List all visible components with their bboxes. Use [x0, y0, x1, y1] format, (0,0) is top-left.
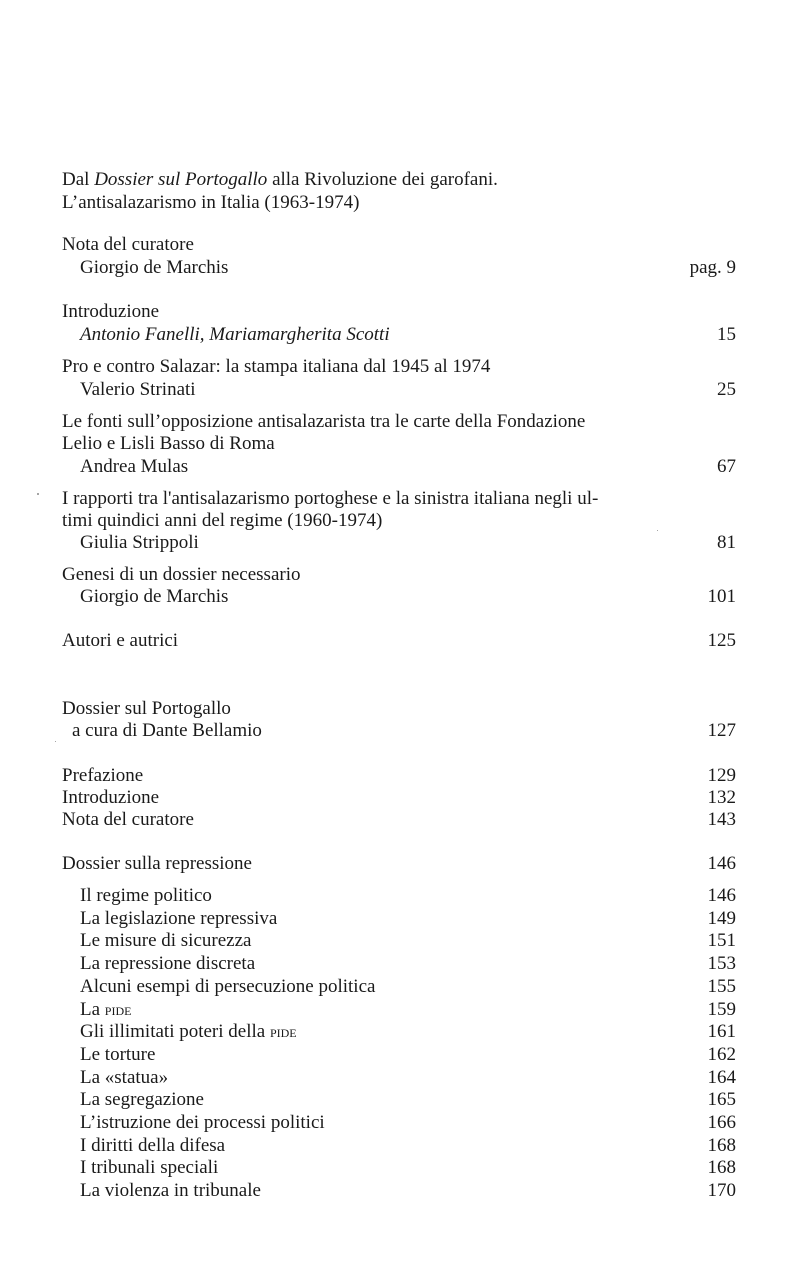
- entry-title-text: Dossier sulla repressione: [62, 853, 252, 874]
- entry-title-text: I rapporti tra l'antisalazarismo portoghese e la sinistra italiana negli ul-: [62, 488, 599, 509]
- entry-title-text: [80, 998, 131, 1021]
- toc-entry-author[interactable]: [80, 256, 736, 279]
- entry-label: La repressione discreta: [80, 953, 256, 975]
- entry-page-number: 101: [707, 586, 736, 607]
- book-subtitle: [62, 191, 736, 214]
- entry-title-text: Nota del curatore: [62, 809, 194, 830]
- entry-title-text: Autori e autrici: [62, 630, 179, 651]
- entry-title-text: [80, 1066, 168, 1089]
- toc-entry-author[interactable]: [80, 455, 736, 478]
- entry-title-text: [80, 1179, 261, 1202]
- toc-entry-title-cont[interactable]: [62, 509, 736, 532]
- toc-subentry[interactable]: [80, 998, 736, 1021]
- entry-title-text: Pro e contro Salazar: la stampa italiana dal 1945 al 1974: [62, 356, 491, 377]
- toc-entry-title[interactable]: [62, 563, 736, 586]
- toc-subentry[interactable]: [80, 975, 736, 998]
- dossier-title-text: Dossier sul Portogallo: [62, 698, 231, 719]
- toc-entry-title[interactable]: [62, 487, 736, 510]
- toc-entry-introduzione[interactable]: [62, 786, 736, 809]
- entry-page-number: 153: [707, 953, 736, 975]
- entry-author-text: Antonio Fanelli, Mariamargherita Scotti: [80, 324, 390, 345]
- entry-page-number: 161: [707, 1021, 736, 1043]
- toc-entry-author[interactable]: [80, 531, 736, 554]
- entry-page-number: 159: [707, 998, 736, 1020]
- entry-title-text: timi quindici anni del regime (1960-1974): [62, 510, 383, 531]
- entry-page-number: 143: [707, 809, 736, 830]
- toc-subentry[interactable]: [80, 1111, 736, 1134]
- entry-page-number: 15: [717, 324, 736, 345]
- entry-page-number: 168: [707, 1157, 736, 1179]
- toc-entry-author[interactable]: [80, 323, 736, 346]
- entry-page-number: 170: [707, 1180, 736, 1202]
- entry-title-text: [80, 929, 251, 952]
- entry-author-text: Giorgio de Marchis: [80, 586, 229, 607]
- toc-subentry[interactable]: [80, 884, 736, 907]
- entry-title-text: [80, 1156, 218, 1179]
- entry-title-text: [80, 1020, 297, 1043]
- entry-page-number: 165: [707, 1089, 736, 1111]
- toc-entry-authors[interactable]: [62, 629, 736, 652]
- toc-subentry[interactable]: [80, 929, 736, 952]
- toc-entry-title[interactable]: [62, 355, 736, 378]
- entry-page-number: 146: [707, 853, 736, 874]
- book-title-italic: Dossier sul Portogallo: [94, 169, 268, 190]
- toc-subentry[interactable]: [80, 1066, 736, 1089]
- entry-page-number: 127: [707, 720, 736, 741]
- dossier-title[interactable]: [62, 697, 736, 720]
- entry-author-text: Giulia Strippoli: [80, 532, 199, 553]
- entry-title-text: Introduzione: [62, 787, 160, 808]
- dossier-editor-text: a cura di Dante Bellamio: [72, 720, 262, 741]
- book-title: [62, 168, 736, 191]
- entry-title-text: [80, 1088, 204, 1111]
- entry-title-text: Prefazione: [62, 765, 144, 786]
- entry-label: La legislazione repressiva: [80, 907, 278, 929]
- entry-author-text: Giorgio de Marchis: [80, 257, 229, 278]
- entry-label: Il regime politico: [80, 885, 212, 906]
- toc-subentry[interactable]: [80, 1043, 736, 1066]
- entry-page-number: 132: [707, 787, 736, 808]
- entry-title-text: [80, 1134, 225, 1157]
- toc-subentry[interactable]: [80, 907, 736, 930]
- entry-page-number: 166: [707, 1112, 736, 1133]
- entry-title-text: Le fonti sull’opposizione antisalazarista tra le carte della Fondazione: [62, 411, 586, 432]
- entry-title-text: [80, 884, 212, 907]
- entry-label: Le misure di sicurezza: [80, 930, 252, 952]
- scan-speck: [37, 493, 39, 495]
- toc-entry-title-cont[interactable]: [62, 432, 736, 455]
- toc-subentry[interactable]: [80, 1088, 736, 1111]
- entry-page-number: pag. 9: [689, 257, 736, 278]
- toc-entry-author[interactable]: [80, 585, 736, 608]
- toc-subentry[interactable]: [80, 1179, 736, 1202]
- entry-page-number: 25: [717, 379, 736, 400]
- entry-page-number: 162: [707, 1043, 736, 1065]
- entry-page-number: 67: [717, 456, 736, 477]
- entry-label: Le torture: [80, 1043, 156, 1065]
- toc-entry-title[interactable]: [62, 233, 736, 256]
- entry-label: La segregazione: [80, 1089, 204, 1111]
- entry-page-number: 168: [707, 1134, 736, 1156]
- entry-page-number: 149: [707, 907, 736, 929]
- toc-subentry[interactable]: [80, 1020, 736, 1043]
- toc-entry-title[interactable]: [62, 410, 736, 433]
- entry-page-number: 81: [717, 532, 736, 553]
- toc-entry-author[interactable]: [80, 378, 736, 401]
- entry-label: L’istruzione dei processi politici: [80, 1112, 325, 1133]
- entry-label: La: [80, 998, 105, 1020]
- entry-label: Gli illimitati poteri della: [80, 1021, 270, 1043]
- dossier-editor[interactable]: [72, 719, 736, 742]
- scan-speck: [657, 530, 658, 531]
- entry-title-text: Introduzione: [62, 301, 160, 322]
- scan-speck: [55, 741, 56, 742]
- entry-acronym: pide: [104, 999, 132, 1019]
- entry-title-text: [80, 907, 277, 930]
- entry-title-text: [80, 1111, 325, 1134]
- toc-subentry[interactable]: [80, 1156, 736, 1179]
- entry-page-number: 146: [707, 885, 736, 906]
- toc-subentry[interactable]: [80, 1134, 736, 1157]
- entry-page-number: 164: [707, 1066, 736, 1088]
- entry-page-number: 125: [707, 630, 736, 651]
- entry-page-number: 151: [707, 930, 736, 952]
- entry-title-text: [80, 975, 375, 998]
- toc-section-repressione[interactable]: [62, 852, 736, 875]
- entry-page-number: 155: [707, 975, 736, 997]
- entry-author-text: Andrea Mulas: [80, 456, 189, 477]
- book-title-prefix: Dal: [62, 169, 95, 190]
- entry-title-text: Genesi di un dossier necessario: [62, 564, 301, 585]
- entry-author-text: Valerio Strinati: [80, 379, 196, 400]
- entry-label: Alcuni esempi di persecuzione politica: [80, 975, 376, 997]
- book-subtitle-text: L’antisalazarismo in Italia (1963-1974): [62, 192, 360, 213]
- entry-title-text: Nota del curatore: [62, 234, 194, 255]
- toc-subentry[interactable]: [80, 952, 736, 975]
- entry-title-text: [80, 1043, 155, 1066]
- toc-entry-title[interactable]: [62, 300, 736, 323]
- book-title-suffix: alla Rivoluzione dei garofani.: [267, 169, 498, 190]
- toc-entry-prefazione[interactable]: [62, 764, 736, 787]
- entry-label: I tribunali speciali: [80, 1157, 219, 1179]
- entry-label: La «statua»: [80, 1066, 169, 1088]
- entry-acronym: pide: [269, 1022, 297, 1042]
- entry-page-number: 129: [707, 765, 736, 786]
- entry-label: La violenza in tribunale: [80, 1180, 261, 1202]
- toc-entry-nota[interactable]: [62, 808, 736, 831]
- entry-title-text: [80, 952, 255, 975]
- entry-label: I diritti della difesa: [80, 1134, 226, 1156]
- entry-title-text: Lelio e Lisli Basso di Roma: [62, 433, 275, 454]
